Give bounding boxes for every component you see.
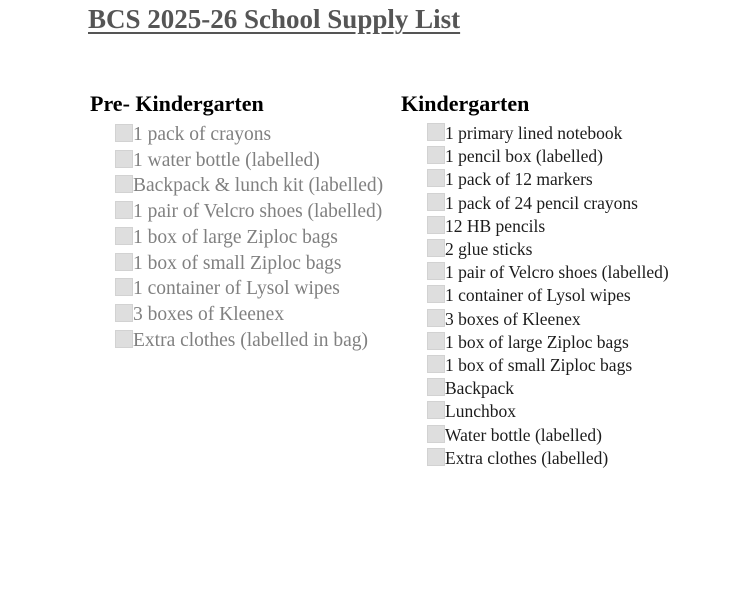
list-item <box>427 168 691 191</box>
list-item <box>427 215 691 238</box>
checkbox[interactable] <box>115 124 133 142</box>
item-label: 1 box of small Ziploc bags <box>133 252 342 274</box>
checkbox[interactable] <box>427 285 445 303</box>
list-item <box>115 199 405 225</box>
kindergarten-list <box>427 122 701 470</box>
checkbox[interactable] <box>427 355 445 373</box>
checkbox[interactable] <box>115 201 133 219</box>
item-label: 1 pack of crayons <box>133 124 272 145</box>
list-item <box>115 328 405 354</box>
checkbox[interactable] <box>115 330 133 348</box>
list-item <box>427 122 691 145</box>
item-label: 1 pencil box (labelled) <box>445 146 603 167</box>
item-label: 1 pack of 24 pencil crayons <box>445 192 638 213</box>
list-item <box>427 331 691 354</box>
item-label: Backpack <box>445 378 514 399</box>
list-item <box>115 225 405 251</box>
item-label: 2 glue sticks <box>445 239 533 260</box>
checkbox[interactable] <box>115 227 133 245</box>
checkbox[interactable] <box>427 309 445 327</box>
kindergarten-heading: Kindergarten <box>401 91 530 116</box>
list-item <box>427 284 691 307</box>
list-item <box>115 173 405 199</box>
item-label: 1 pair of Velcro shoes (labelled) <box>445 262 669 283</box>
list-item <box>427 192 691 215</box>
list-item <box>115 148 405 174</box>
checkbox[interactable] <box>427 146 445 164</box>
list-item <box>115 251 405 277</box>
checkbox[interactable] <box>427 123 445 141</box>
checkbox[interactable] <box>427 332 445 350</box>
checkbox[interactable] <box>115 304 133 322</box>
list-item <box>427 424 691 447</box>
item-label: Backpack & lunch kit (labelled) <box>133 175 384 197</box>
list-item <box>427 145 691 168</box>
list-item <box>115 122 405 148</box>
list-item <box>427 400 691 423</box>
item-label: 1 water bottle (labelled) <box>133 149 320 171</box>
checkbox[interactable] <box>427 448 445 466</box>
item-label: 1 box of large Ziploc bags <box>133 226 338 248</box>
item-label: 1 box of small Ziploc bags <box>445 355 633 376</box>
list-item <box>427 308 691 331</box>
checkbox[interactable] <box>115 253 133 271</box>
list-item <box>427 447 691 470</box>
list-item <box>427 377 691 400</box>
checkbox[interactable] <box>427 378 445 396</box>
list-item <box>427 261 691 284</box>
item-label: Lunchbox <box>445 401 516 422</box>
list-item <box>427 354 691 377</box>
item-label: 1 pack of 12 markers <box>445 169 593 190</box>
pre-kindergarten-heading: Pre- Kindergarten <box>90 91 264 116</box>
item-label: 3 boxes of Kleenex <box>133 303 285 325</box>
pre-kindergarten-list <box>115 122 390 353</box>
list-item <box>115 302 405 328</box>
pre-kindergarten-section <box>90 90 390 353</box>
page-title: BCS 2025-26 School Supply List <box>88 4 461 34</box>
checkbox[interactable] <box>427 193 445 211</box>
item-label: Extra clothes (labelled) <box>445 447 609 468</box>
checkbox[interactable] <box>115 150 133 168</box>
checkbox[interactable] <box>115 278 133 296</box>
item-label: 1 container of Lysol wipes <box>445 285 631 306</box>
item-label: Extra clothes (labelled in bag) <box>133 329 368 351</box>
item-label: 12 HB pencils <box>445 215 546 236</box>
checkbox[interactable] <box>427 401 445 419</box>
checkbox[interactable] <box>427 169 445 187</box>
item-label: Water bottle (labelled) <box>445 424 602 445</box>
item-label: 1 pair of Velcro shoes (labelled) <box>133 201 383 223</box>
kindergarten-section <box>401 90 701 470</box>
list-item <box>427 238 691 261</box>
checkbox[interactable] <box>115 175 133 193</box>
checkbox[interactable] <box>427 239 445 257</box>
item-label: 3 boxes of Kleenex <box>445 308 581 329</box>
checkbox[interactable] <box>427 262 445 280</box>
item-label: 1 primary lined notebook <box>445 123 623 143</box>
list-item <box>115 276 405 302</box>
item-label: 1 container of Lysol wipes <box>133 278 340 300</box>
item-label: 1 box of large Ziploc bags <box>445 331 629 352</box>
checkbox[interactable] <box>427 425 445 443</box>
checkbox[interactable] <box>427 216 445 234</box>
